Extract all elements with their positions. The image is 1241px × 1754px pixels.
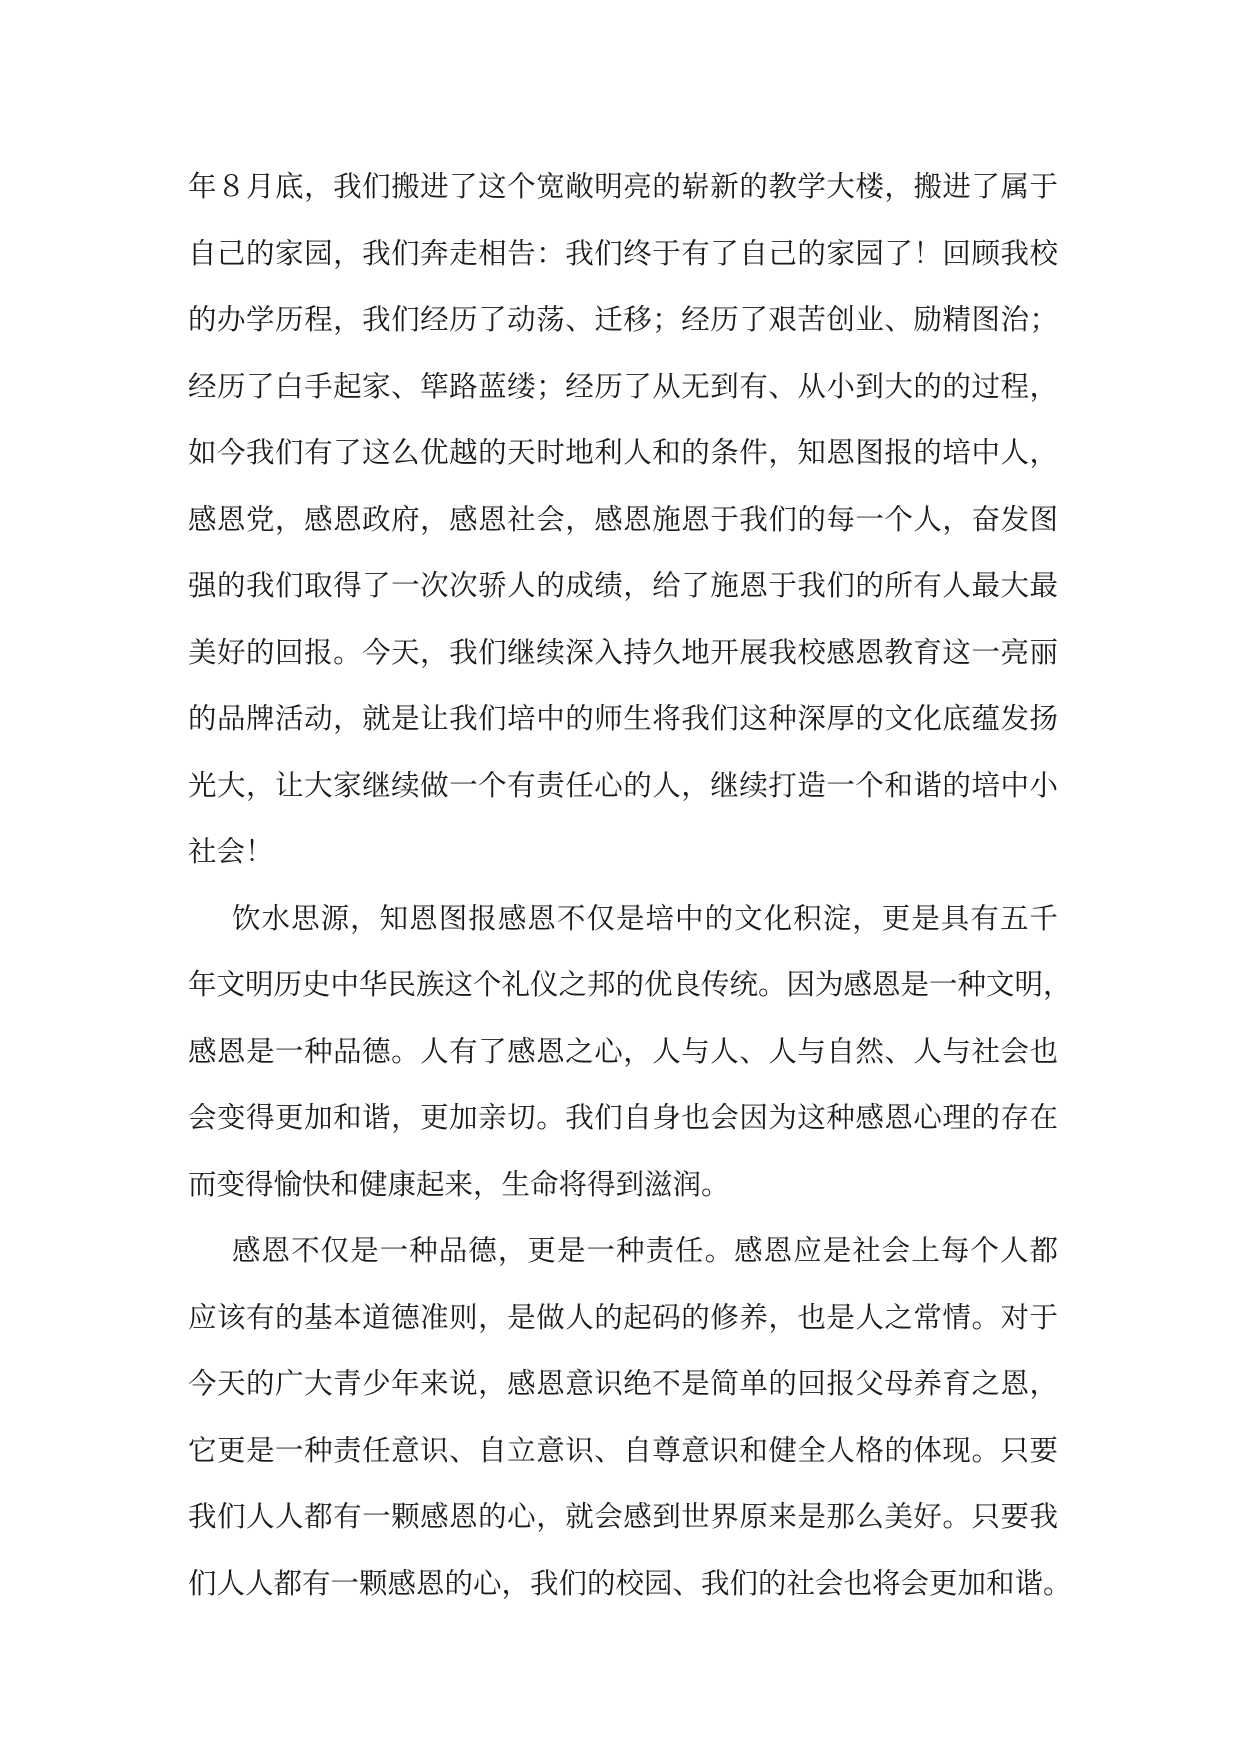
text-line: 应该有的基本道德准则，是做人的起码的修养，也是人之常情。对于 bbox=[188, 1300, 1058, 1334]
text-line: 感恩不仅是一种品德，更是一种责任。感恩应是社会上每个人都 bbox=[232, 1234, 1058, 1267]
text-line: 美好的回报。今天，我们继续深入持久地开展我校感恩教育这一亮丽 bbox=[188, 635, 1058, 669]
text-line: 而变得愉快和健康起来，生命将得到滋润。 bbox=[188, 1167, 730, 1201]
text-line: 如今我们有了这么优越的天时地利人和的条件，知恩图报的培中人， bbox=[188, 436, 1058, 469]
text-line: 光大，让大家继续做一个有责任心的人，继续打造一个和谐的培中小 bbox=[188, 768, 1058, 802]
text-line: 年８月底，我们搬进了这个宽敞明亮的崭新的教学大楼，搬进了属于 bbox=[188, 170, 1058, 203]
text-line: 感恩是一种品德。人有了感恩之心，人与人、人与自然、人与社会也 bbox=[188, 1034, 1058, 1068]
text-line: 年文明历史中华民族这个礼仪之邦的优良传统。因为感恩是一种文明， bbox=[188, 968, 1072, 1001]
text-line: 经历了白手起家、筚路蓝缕；经历了从无到有、从小到大的的过程， bbox=[188, 369, 1058, 403]
text-line: 饮水思源，知恩图报感恩不仅是培中的文化积淀，更是具有五千 bbox=[232, 901, 1058, 935]
text-line: 自己的家园，我们奔走相告：我们终于有了自己的家园了！回顾我校 bbox=[188, 236, 1058, 270]
text-line: 社会！ bbox=[188, 835, 274, 868]
text-line: 它更是一种责任意识、自立意识、自尊意识和健全人格的体现。只要 bbox=[188, 1433, 1058, 1467]
text-line: 会变得更加和谐，更加亲切。我们自身也会因为这种感恩心理的存在 bbox=[188, 1101, 1058, 1134]
text-line: 我们人人都有一颗感恩的心，就会感到世界原来是那么美好。只要我 bbox=[188, 1500, 1058, 1533]
text-line: 感恩党，感恩政府，感恩社会，感恩施恩于我们的每一个人，奋发图 bbox=[188, 502, 1058, 536]
text-line: 强的我们取得了一次次骄人的成绩，给了施恩于我们的所有人最大最 bbox=[188, 569, 1058, 602]
text-line: 的办学历程，我们经历了动荡、迁移；经历了艰苦创业、励精图治； bbox=[188, 303, 1058, 336]
text-line: 们人人都有一颗感恩的心，我们的校园、我们的社会也将会更加和谐。 bbox=[188, 1566, 1072, 1600]
text-line: 今天的广大青少年来说，感恩意识绝不是简单的回报父母养育之恩， bbox=[188, 1367, 1058, 1400]
text-line: 的品牌活动，就是让我们培中的师生将我们这种深厚的文化底蕴发扬 bbox=[188, 702, 1058, 735]
body-text bbox=[188, 154, 1072, 1617]
